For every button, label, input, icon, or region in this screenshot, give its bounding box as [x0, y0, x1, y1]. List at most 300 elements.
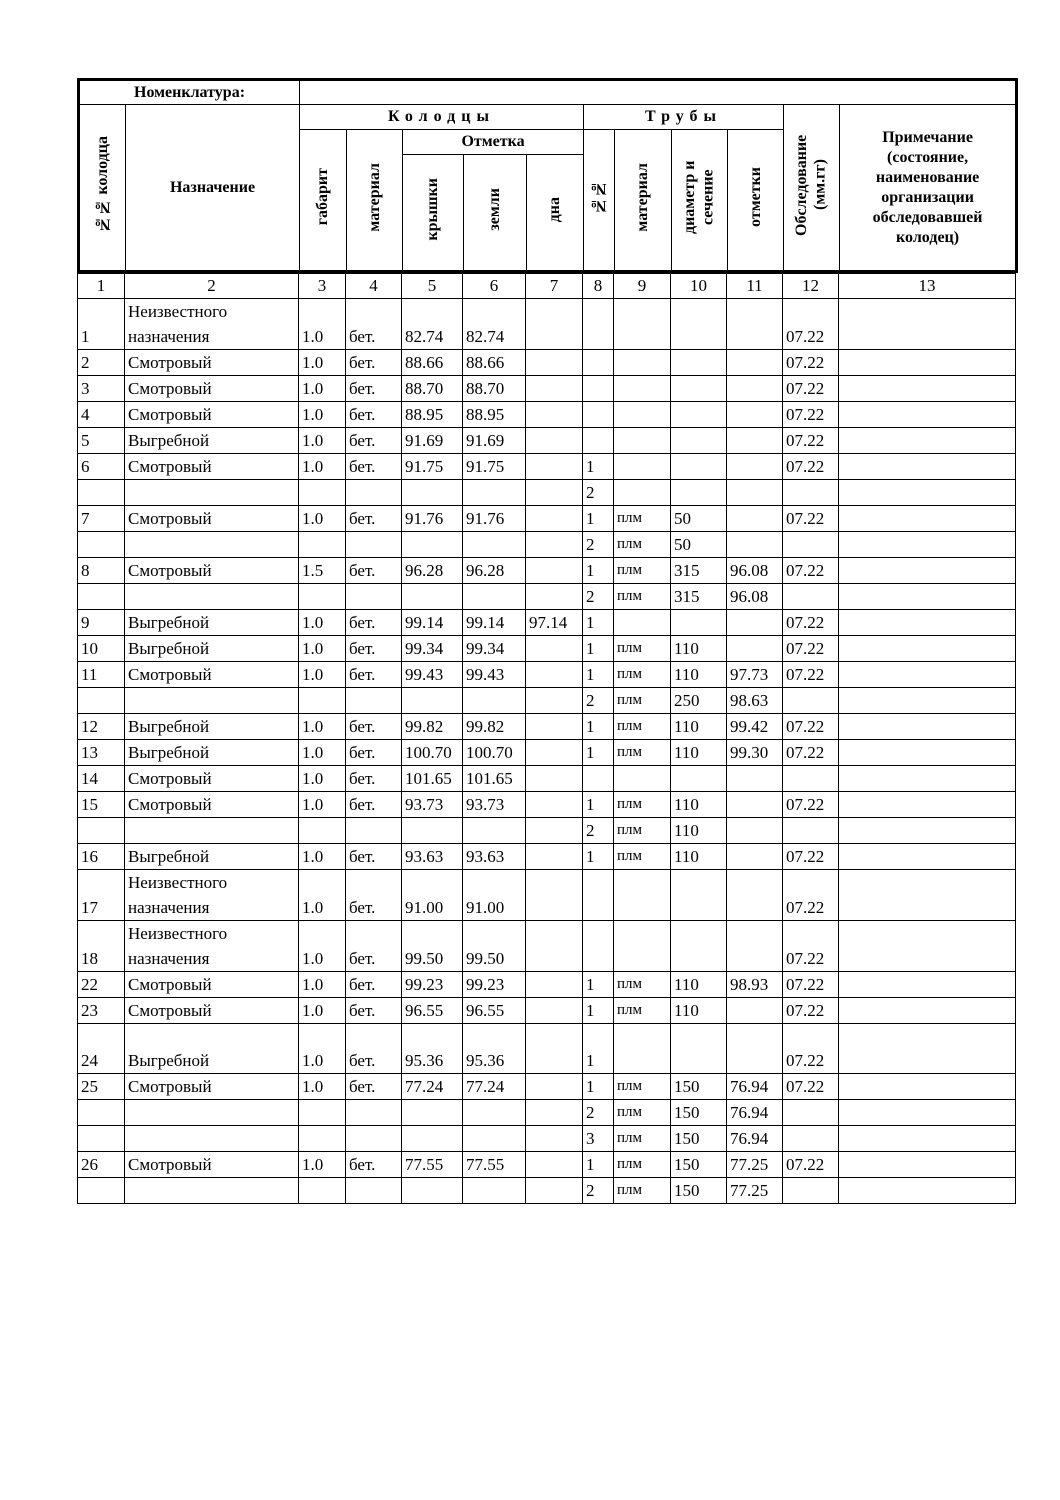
cell-size: 1.0	[299, 714, 346, 740]
cell-diameter: 110	[671, 636, 727, 662]
cell-note	[839, 870, 1016, 921]
col-marks: отметки	[728, 130, 784, 272]
col-material: материал	[347, 130, 403, 272]
cell-material: бет.	[346, 454, 402, 480]
cell-survey: 07.22	[783, 792, 839, 818]
cell-size	[299, 818, 346, 844]
cell-marks	[727, 610, 783, 636]
cell-survey	[783, 766, 839, 792]
cell-pipe-material: плм	[614, 558, 671, 584]
cell-diameter: 50	[671, 532, 727, 558]
cell-survey	[783, 584, 839, 610]
cell-cover	[402, 818, 463, 844]
cell-bottom	[526, 870, 583, 921]
cell-pipe-material	[614, 428, 671, 454]
cell-diameter: 110	[671, 740, 727, 766]
table-row	[78, 662, 1016, 688]
cell-size	[299, 480, 346, 506]
column-number: 6	[463, 274, 526, 299]
cell-note	[839, 688, 1016, 714]
cell-pipe-material	[614, 454, 671, 480]
column-number: 1	[78, 274, 125, 299]
cell-pipe-no: 1	[583, 506, 614, 532]
col-note: Примечание (состояние, наименование организации обследовавшей колодец)	[840, 105, 1017, 272]
cell-ground: 99.50	[463, 921, 526, 972]
cell-pipe-material	[614, 480, 671, 506]
cell-pipe-material: плм	[614, 844, 671, 870]
cell-bottom	[526, 1074, 583, 1100]
cell-purpose: Смотровый	[125, 558, 299, 584]
cell-well-no: 18	[78, 921, 125, 972]
cell-pipe-material: плм	[614, 1152, 671, 1178]
cell-survey	[783, 1178, 839, 1204]
cell-material	[346, 532, 402, 558]
cell-well-no: 12	[78, 714, 125, 740]
cell-pipe-no: 1	[583, 998, 614, 1024]
cell-ground: 99.34	[463, 636, 526, 662]
cell-pipe-no: 1	[583, 792, 614, 818]
cell-material: бет.	[346, 766, 402, 792]
cell-marks: 76.94	[727, 1100, 783, 1126]
cell-survey: 07.22	[783, 376, 839, 402]
cell-pipe-material: плм	[614, 972, 671, 998]
cell-size: 1.0	[299, 1024, 346, 1074]
cell-bottom: 97.14	[526, 610, 583, 636]
cell-ground: 99.43	[463, 662, 526, 688]
cell-size: 1.0	[299, 506, 346, 532]
cell-pipe-material	[614, 299, 671, 350]
cell-note	[839, 972, 1016, 998]
cell-cover: 77.24	[402, 1074, 463, 1100]
cell-bottom	[526, 1178, 583, 1204]
cell-size: 1.0	[299, 402, 346, 428]
column-number: 10	[671, 274, 727, 299]
cell-survey: 07.22	[783, 1024, 839, 1074]
cell-material: бет.	[346, 1152, 402, 1178]
cell-diameter	[671, 870, 727, 921]
cell-ground: 77.55	[463, 1152, 526, 1178]
cell-marks	[727, 454, 783, 480]
cell-survey: 07.22	[783, 972, 839, 998]
table-row	[78, 740, 1016, 766]
cell-bottom	[526, 428, 583, 454]
table-row	[78, 972, 1016, 998]
cell-bottom	[526, 454, 583, 480]
cell-marks: 97.73	[727, 662, 783, 688]
cell-cover: 88.66	[402, 350, 463, 376]
cell-bottom	[526, 376, 583, 402]
cell-survey: 07.22	[783, 350, 839, 376]
cell-diameter: 50	[671, 506, 727, 532]
cell-pipe-no: 2	[583, 1178, 614, 1204]
cell-diameter	[671, 299, 727, 350]
cell-material: бет.	[346, 350, 402, 376]
cell-pipe-no	[583, 766, 614, 792]
cell-pipe-material: плм	[614, 506, 671, 532]
cell-marks	[727, 480, 783, 506]
cell-pipe-no	[583, 299, 614, 350]
col-cover: крышки	[403, 155, 464, 272]
cell-marks: 77.25	[727, 1152, 783, 1178]
cell-well-no: 26	[78, 1152, 125, 1178]
cell-pipe-material: плм	[614, 532, 671, 558]
cell-ground: 88.95	[463, 402, 526, 428]
cell-size: 1.0	[299, 972, 346, 998]
cell-size: 1.0	[299, 636, 346, 662]
cell-note	[839, 584, 1016, 610]
cell-note	[839, 1024, 1016, 1074]
cell-bottom	[526, 921, 583, 972]
cell-note	[839, 818, 1016, 844]
cell-diameter: 315	[671, 558, 727, 584]
cell-survey: 07.22	[783, 921, 839, 972]
cell-survey: 07.22	[783, 1152, 839, 1178]
table-row	[78, 584, 1016, 610]
cell-pipe-material	[614, 1024, 671, 1074]
cell-purpose	[125, 1100, 299, 1126]
table-row	[78, 870, 1016, 921]
cell-size: 1.0	[299, 766, 346, 792]
cell-diameter	[671, 402, 727, 428]
cell-note	[839, 299, 1016, 350]
cell-well-no: 2	[78, 350, 125, 376]
cell-size: 1.0	[299, 740, 346, 766]
cell-marks	[727, 350, 783, 376]
cell-purpose	[125, 688, 299, 714]
cell-purpose: Смотровый	[125, 766, 299, 792]
cell-purpose	[125, 584, 299, 610]
table-row	[78, 454, 1016, 480]
cell-purpose: Смотровый	[125, 1074, 299, 1100]
cell-cover: 100.70	[402, 740, 463, 766]
cell-note	[839, 766, 1016, 792]
cell-diameter	[671, 350, 727, 376]
cell-marks: 99.42	[727, 714, 783, 740]
cell-purpose: Смотровый	[125, 1152, 299, 1178]
cell-material: бет.	[346, 870, 402, 921]
cell-survey: 07.22	[783, 1074, 839, 1100]
table-row	[78, 610, 1016, 636]
cell-diameter: 110	[671, 792, 727, 818]
cell-survey: 07.22	[783, 558, 839, 584]
col-size: габарит	[300, 130, 347, 272]
cell-marks: 96.08	[727, 584, 783, 610]
cell-note	[839, 558, 1016, 584]
cell-bottom	[526, 792, 583, 818]
cell-pipe-material: плм	[614, 636, 671, 662]
cell-material: бет.	[346, 1074, 402, 1100]
cell-cover: 99.82	[402, 714, 463, 740]
cell-size: 1.0	[299, 610, 346, 636]
table-row	[78, 1100, 1016, 1126]
cell-well-no	[78, 818, 125, 844]
cell-survey: 07.22	[783, 662, 839, 688]
cell-ground: 88.66	[463, 350, 526, 376]
cell-cover: 88.70	[402, 376, 463, 402]
cell-pipe-no: 1	[583, 454, 614, 480]
cell-material: бет.	[346, 998, 402, 1024]
cell-cover: 101.65	[402, 766, 463, 792]
cell-marks: 77.25	[727, 1178, 783, 1204]
column-number-row	[78, 274, 1016, 299]
cell-ground	[463, 1178, 526, 1204]
cell-pipe-no	[583, 376, 614, 402]
cell-well-no: 5	[78, 428, 125, 454]
cell-purpose: Смотровый	[125, 350, 299, 376]
cell-bottom	[526, 584, 583, 610]
cell-material	[346, 688, 402, 714]
cell-survey	[783, 480, 839, 506]
cell-diameter: 315	[671, 584, 727, 610]
cell-well-no	[78, 1126, 125, 1152]
cell-size	[299, 688, 346, 714]
cell-marks: 76.94	[727, 1126, 783, 1152]
cell-cover	[402, 584, 463, 610]
cell-note	[839, 1100, 1016, 1126]
column-number: 3	[299, 274, 346, 299]
cell-pipe-no	[583, 921, 614, 972]
col-diameter: диаметр и сечение	[672, 130, 728, 272]
cell-pipe-material: плм	[614, 818, 671, 844]
cell-size	[299, 1178, 346, 1204]
cell-bottom	[526, 636, 583, 662]
nomenclature-label: Номенклатура:	[79, 80, 300, 105]
cell-marks: 96.08	[727, 558, 783, 584]
cell-material: бет.	[346, 792, 402, 818]
cell-diameter	[671, 428, 727, 454]
cell-well-no: 1	[78, 299, 125, 350]
cell-size: 1.0	[299, 454, 346, 480]
cell-material: бет.	[346, 844, 402, 870]
cell-ground: 91.69	[463, 428, 526, 454]
column-number: 2	[125, 274, 299, 299]
cell-pipe-material	[614, 376, 671, 402]
cell-note	[839, 792, 1016, 818]
cell-purpose	[125, 480, 299, 506]
well-register-sheet	[77, 78, 1015, 1204]
cell-purpose: Смотровый	[125, 662, 299, 688]
cell-marks	[727, 1024, 783, 1074]
cell-ground: 99.14	[463, 610, 526, 636]
cell-pipe-no	[583, 870, 614, 921]
cell-ground: 82.74	[463, 299, 526, 350]
cell-cover: 95.36	[402, 1024, 463, 1074]
col-survey: Обследование (мм.гг)	[784, 105, 840, 272]
cell-diameter: 150	[671, 1100, 727, 1126]
cell-marks	[727, 792, 783, 818]
cell-diameter: 150	[671, 1126, 727, 1152]
cell-ground: 100.70	[463, 740, 526, 766]
cell-diameter: 110	[671, 998, 727, 1024]
cell-material: бет.	[346, 1024, 402, 1074]
cell-marks: 76.94	[727, 1074, 783, 1100]
cell-ground	[463, 818, 526, 844]
cell-size: 1.0	[299, 1152, 346, 1178]
column-number: 12	[783, 274, 839, 299]
cell-size: 1.0	[299, 870, 346, 921]
cell-pipe-no: 1	[583, 740, 614, 766]
cell-material: бет.	[346, 428, 402, 454]
cell-marks	[727, 299, 783, 350]
cell-material	[346, 1100, 402, 1126]
cell-cover: 96.28	[402, 558, 463, 584]
cell-well-no: 6	[78, 454, 125, 480]
cell-pipe-no: 2	[583, 818, 614, 844]
cell-cover: 99.14	[402, 610, 463, 636]
cell-survey: 07.22	[783, 610, 839, 636]
cell-well-no: 25	[78, 1074, 125, 1100]
cell-pipe-material: плм	[614, 714, 671, 740]
cell-marks	[727, 428, 783, 454]
cell-pipe-no: 2	[583, 688, 614, 714]
cell-pipe-material	[614, 921, 671, 972]
cell-note	[839, 376, 1016, 402]
cell-size	[299, 532, 346, 558]
cell-note	[839, 480, 1016, 506]
cell-bottom	[526, 480, 583, 506]
cell-pipe-no: 1	[583, 1152, 614, 1178]
cell-material: бет.	[346, 376, 402, 402]
cell-material	[346, 818, 402, 844]
cell-cover	[402, 480, 463, 506]
cell-bottom	[526, 972, 583, 998]
table-body	[78, 299, 1016, 1204]
cell-note	[839, 921, 1016, 972]
cell-pipe-no: 1	[583, 972, 614, 998]
cell-diameter	[671, 921, 727, 972]
table-row	[78, 376, 1016, 402]
cell-note	[839, 662, 1016, 688]
cell-size	[299, 584, 346, 610]
col-bottom: дна	[527, 155, 584, 272]
cell-marks	[727, 376, 783, 402]
cell-size: 1.0	[299, 998, 346, 1024]
cell-bottom	[526, 402, 583, 428]
cell-pipe-no: 1	[583, 662, 614, 688]
cell-cover: 77.55	[402, 1152, 463, 1178]
cell-ground: 99.23	[463, 972, 526, 998]
col-pipe-no: №№	[584, 130, 615, 272]
table-row	[78, 402, 1016, 428]
cell-cover	[402, 1100, 463, 1126]
table-row	[78, 532, 1016, 558]
table-row	[78, 921, 1016, 972]
cell-pipe-no	[583, 350, 614, 376]
cell-well-no: 11	[78, 662, 125, 688]
cell-well-no: 23	[78, 998, 125, 1024]
table-row	[78, 1074, 1016, 1100]
cell-pipe-material: плм	[614, 740, 671, 766]
cell-purpose: Выгребной	[125, 428, 299, 454]
cell-survey: 07.22	[783, 636, 839, 662]
cell-size: 1.0	[299, 428, 346, 454]
cell-pipe-no: 1	[583, 636, 614, 662]
col-ground: земли	[464, 155, 527, 272]
cell-pipe-no: 2	[583, 584, 614, 610]
cell-bottom	[526, 740, 583, 766]
cell-cover: 99.23	[402, 972, 463, 998]
cell-pipe-no	[583, 402, 614, 428]
cell-purpose	[125, 1126, 299, 1152]
table-row	[78, 350, 1016, 376]
cell-cover: 91.75	[402, 454, 463, 480]
cell-marks	[727, 532, 783, 558]
cell-pipe-material	[614, 870, 671, 921]
column-number: 7	[526, 274, 583, 299]
cell-size	[299, 1126, 346, 1152]
cell-note	[839, 1178, 1016, 1204]
column-number: 9	[614, 274, 671, 299]
cell-diameter: 110	[671, 818, 727, 844]
data-table	[77, 273, 1016, 1204]
cell-purpose: Выгребной	[125, 636, 299, 662]
table-row	[78, 1152, 1016, 1178]
cell-purpose: Неизвестного назначения	[125, 870, 299, 921]
cell-note	[839, 998, 1016, 1024]
cell-pipe-no: 1	[583, 1024, 614, 1074]
cell-note	[839, 428, 1016, 454]
cell-size: 1.0	[299, 299, 346, 350]
cell-purpose: Выгребной	[125, 714, 299, 740]
cell-note	[839, 506, 1016, 532]
cell-ground: 88.70	[463, 376, 526, 402]
cell-bottom	[526, 998, 583, 1024]
cell-cover: 91.69	[402, 428, 463, 454]
cell-pipe-material: плм	[614, 1074, 671, 1100]
cell-bottom	[526, 844, 583, 870]
cell-bottom	[526, 766, 583, 792]
cell-cover: 96.55	[402, 998, 463, 1024]
cell-purpose: Выгребной	[125, 1024, 299, 1074]
group-mark: Отметка	[403, 130, 584, 155]
cell-survey: 07.22	[783, 870, 839, 921]
cell-well-no: 16	[78, 844, 125, 870]
cell-ground: 93.63	[463, 844, 526, 870]
cell-cover: 88.95	[402, 402, 463, 428]
cell-note	[839, 1126, 1016, 1152]
cell-purpose	[125, 818, 299, 844]
cell-well-no	[78, 1178, 125, 1204]
cell-purpose: Смотровый	[125, 972, 299, 998]
cell-pipe-no: 1	[583, 714, 614, 740]
column-number: 8	[583, 274, 614, 299]
cell-pipe-material: плм	[614, 998, 671, 1024]
cell-marks	[727, 636, 783, 662]
cell-bottom	[526, 506, 583, 532]
table-row	[78, 688, 1016, 714]
cell-size: 1.0	[299, 376, 346, 402]
cell-note	[839, 610, 1016, 636]
cell-note	[839, 1152, 1016, 1178]
cell-pipe-material: плм	[614, 1100, 671, 1126]
cell-purpose: Смотровый	[125, 376, 299, 402]
column-number: 13	[839, 274, 1016, 299]
table-row	[78, 792, 1016, 818]
cell-survey: 07.22	[783, 998, 839, 1024]
cell-pipe-material: плм	[614, 584, 671, 610]
cell-pipe-no	[583, 428, 614, 454]
cell-cover: 91.76	[402, 506, 463, 532]
cell-well-no	[78, 1100, 125, 1126]
cell-purpose: Смотровый	[125, 998, 299, 1024]
cell-marks	[727, 766, 783, 792]
cell-purpose: Смотровый	[125, 402, 299, 428]
cell-well-no: 13	[78, 740, 125, 766]
cell-diameter	[671, 480, 727, 506]
cell-purpose	[125, 1178, 299, 1204]
cell-pipe-no: 2	[583, 532, 614, 558]
cell-survey	[783, 688, 839, 714]
